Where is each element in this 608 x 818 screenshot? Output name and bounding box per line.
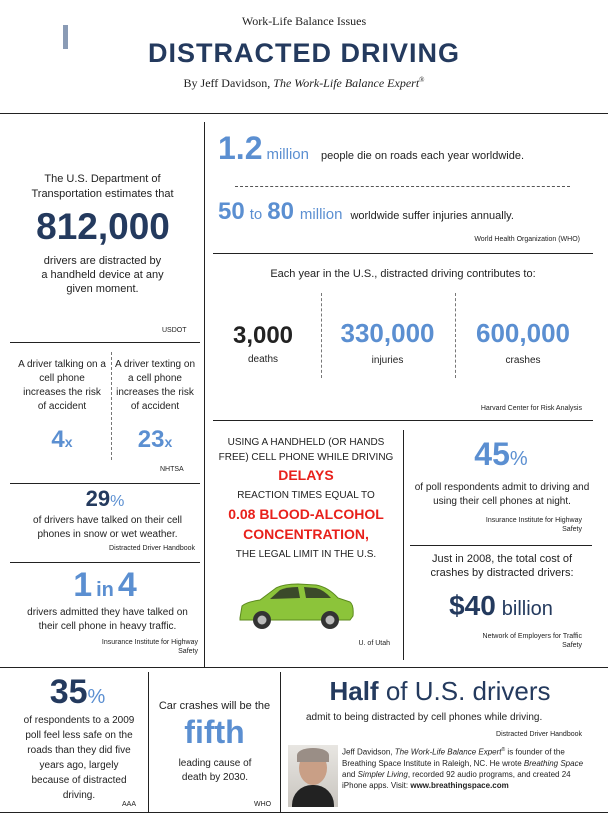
author-bio: Jeff Davidson, The Work-Life Balance Expert® is founder of the Breathing Space Institute in Raleigh, NC. He wrote Breathing Space and Simpler Living, recorded 92 audio programs, and created 24 iPhone apps. Visit: www.breathingspace.com [342, 747, 584, 790]
usdot-text: drivers are distracted by a handheld device at any given moment. [41, 255, 164, 295]
fifth-value: fifth [184, 714, 245, 750]
cost-source: Network of Employers for Traffic Safety [482, 633, 582, 649]
heavy-value: 1 in 4 [73, 566, 137, 604]
divider [213, 253, 593, 254]
divider [148, 672, 149, 812]
divider [111, 352, 112, 460]
heavy-source: Insurance Institute for Highway Safety [101, 639, 198, 655]
divider [280, 672, 281, 812]
utah-line1: USING A HANDHELD (OR HANDS FREE) CELL PHONE WHILE DRIVING [218, 437, 394, 463]
aaa-source: AAA [122, 801, 137, 808]
cost-intro: Just in 2008, the total cost of crashes by distracted drivers: [430, 553, 574, 579]
night-value: 45% [474, 436, 528, 472]
page-title: DISTRACTED DRIVING [147, 38, 460, 68]
weather-source: Distracted Driver Handbook [109, 545, 195, 552]
harvard-intro: Each year in the U.S., distracted driving contributes to: [270, 268, 536, 280]
harvard-deaths: 3,000 deaths [232, 322, 294, 365]
harvard-injuries: 330,000 injuries [340, 318, 435, 366]
half-source: Distracted Driver Handbook [496, 731, 582, 738]
who-deaths: 1.2 million people die on roads each year worldwide. [218, 130, 525, 166]
fifth-source: WHO [254, 801, 272, 808]
weather-text: of drivers have talked on their cell phones in snow or wet weather. [33, 515, 182, 540]
risk-source: NHTSA [160, 466, 184, 473]
usdot-number: 812,000 [36, 206, 170, 247]
divider [10, 483, 200, 484]
divider [10, 562, 200, 563]
author-website-link[interactable]: www.breathingspace.com [410, 780, 509, 790]
divider [0, 812, 608, 813]
divider [10, 342, 200, 343]
aaa-value: 35% [49, 673, 106, 711]
night-text: of poll respondents admit to driving and using their cell phones at night. [414, 482, 590, 507]
byline: By Jeff Davidson, The Work-Life Balance Expert® [183, 76, 425, 90]
risk-talking-value: 4x [51, 426, 73, 453]
car-illustration [236, 578, 356, 633]
night-source: Insurance Institute for Highway Safety [485, 517, 582, 533]
weather-value: 29% [85, 486, 125, 511]
fifth-intro: Car crashes will be the [158, 700, 271, 712]
series-title: Work-Life Balance Issues [241, 14, 367, 28]
utah-delays: DELAYS [278, 467, 334, 483]
usdot-source: USDOT [162, 327, 187, 334]
divider [0, 667, 608, 668]
divider [321, 293, 322, 378]
who-injuries: 50 to 80 million worldwide suffer injuries annually. [218, 198, 514, 225]
aaa-text: of respondents to a 2009 poll feel less safe on the roads than they did five years ago, largely because of distracted driving. [23, 715, 135, 801]
usdot-intro: The U.S. Department of Transportation estimates that [31, 173, 174, 200]
half-text: admit to being distracted by cell phones while driving. [306, 712, 543, 723]
risk-texting: A driver texting on a cell phone increases the risk of accident [114, 359, 196, 412]
author-photo [288, 745, 338, 807]
fifth-text: leading cause of death by 2030. [178, 758, 252, 783]
harvard-crashes: 600,000 crashes [476, 318, 570, 366]
utah-line3: THE LEGAL LIMIT IN THE U.S. [235, 549, 377, 560]
divider [204, 122, 205, 667]
utah-source: U. of Utah [358, 640, 390, 647]
half-title: Half of U.S. drivers [329, 676, 551, 706]
divider [410, 545, 592, 546]
divider [235, 186, 570, 187]
divider [403, 430, 404, 660]
heavy-text: drivers admitted they have talked on their cell phone in heavy traffic. [27, 607, 188, 632]
divider [0, 113, 608, 114]
harvard-source: Harvard Center for Risk Analysis [480, 405, 582, 412]
who-source: World Health Organization (WHO) [474, 236, 580, 243]
divider [213, 420, 593, 421]
utah-line2: REACTION TIMES EQUAL TO [237, 490, 375, 501]
risk-talking: A driver talking on a cell phone increases the risk of accident [18, 359, 106, 412]
cost-value: $40 billion [449, 590, 553, 621]
divider [455, 293, 456, 378]
utah-bac: 0.08 BLOOD-ALCOHOL CONCENTRATION, [228, 506, 384, 542]
risk-texting-value: 23x [137, 426, 173, 453]
